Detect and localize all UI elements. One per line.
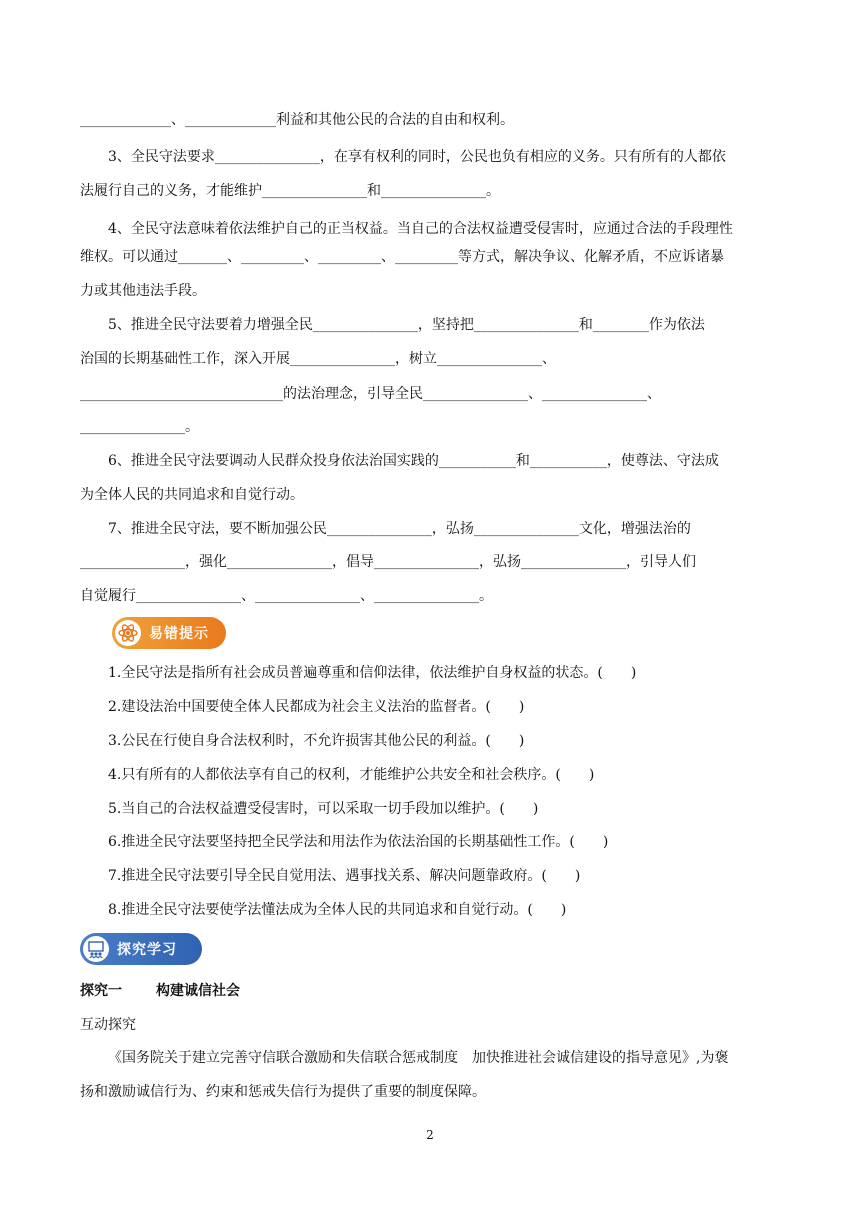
fill-line-6: 力或其他违法手段。 (80, 283, 206, 299)
atom-icon (115, 620, 141, 646)
presentation-icon (83, 936, 109, 962)
judgment-4: 4.只有所有的人都依法享有自己的权利，才能维护公共安全和社会秩序。( ) (108, 767, 595, 783)
fill-line-14: _______________，强化_______________，倡导_______________，弘扬_______________，引导人们 (80, 554, 696, 570)
explore-heading (80, 980, 240, 1000)
explore-badge (80, 933, 202, 965)
judgment-6: 6.推进全民守法要坚持把全民学法和用法作为依法治国的长期基础性工作。( ) (108, 834, 609, 850)
judgment-8: 8.推进全民守法要使学法懂法成为全体人民的共同追求和自觉行动。( ) (108, 902, 567, 918)
judgment-2: 2.建设法治中国要使全体人民都成为社会主义法治的监督者。( ) (108, 699, 525, 715)
explore-paragraph-line-1: 《国务院关于建立完善守信联合激励和失信联合惩戒制度 加快推进社会诚信建设的指导意见》,为褒 (108, 1050, 729, 1066)
page-number: 2 (426, 1128, 434, 1142)
fill-line-9: _____________________________的法治理念，引导全民_______________、_______________、 (80, 386, 661, 402)
fill-line-15: 自觉履行_______________、_______________、_______________。 (80, 588, 493, 604)
fill-line-3: 法履行自己的义务，才能维护_______________和_______________。 (80, 183, 500, 199)
fill-line-11: 6、推进全民守法要调动人民群众投身依法治国实践的___________和___________，使尊法、守法成 (108, 453, 719, 469)
fill-line-12: 为全体人民的共同追求和自觉行动。 (80, 487, 304, 503)
fill-line-5: 维权。可以通过_______、_________、_________、_________等方式，解决争议、化解矛盾，不应诉诸暴 (80, 249, 724, 265)
fill-line-2: 3、全民守法要求_______________，在享有权利的同时，公民也负有相应的义务。只有所有的人都依 (108, 149, 726, 165)
judgment-7: 7.推进全民守法要引导全民自觉用法、遇事找关系、解决问题靠政府。( ) (108, 868, 581, 884)
judgment-1: 1.全民守法是指所有社会成员普遍尊重和信仰法律，依法维护自身权益的状态。( ) (108, 665, 637, 681)
explore-label: 探究学习 (117, 942, 177, 958)
judgment-3: 3.公民在行使自身合法权利时，不允许损害其他公民的利益。( ) (108, 733, 525, 749)
explore-paragraph-line-2: 扬和激励诚信行为、约束和惩戒失信行为提供了重要的制度保障。 (80, 1084, 486, 1100)
explore-subhead: 互动探究 (80, 1017, 136, 1033)
fill-line-4: 4、全民守法意味着依法维护自己的正当权益。当自己的合法权益遭受侵害时，应通过合法的手段理性 (108, 221, 733, 237)
explore-number: 探究一 (80, 983, 122, 999)
fill-line-7: 5、推进全民守法要着力增强全民_______________，坚持把_______________和________作为依法 (108, 317, 705, 333)
fill-line-8: 治国的长期基础性工作，深入开展_______________，树立_______________、 (80, 351, 556, 367)
fill-line-13: 7、推进全民守法，要不断加强公民_______________，弘扬_______________文化，增强法治的 (108, 521, 691, 537)
fill-line-10: _______________。 (80, 419, 199, 435)
error-tips-badge (112, 617, 226, 649)
judgment-5: 5.当自己的合法权益遭受侵害时，可以采取一切手段加以维护。( ) (108, 801, 539, 817)
explore-title: 构建诚信社会 (156, 983, 240, 999)
fill-line-1: _____________、_____________利益和其他公民的合法的自由和权利。 (80, 112, 514, 128)
error-tips-label: 易错提示 (149, 626, 209, 642)
